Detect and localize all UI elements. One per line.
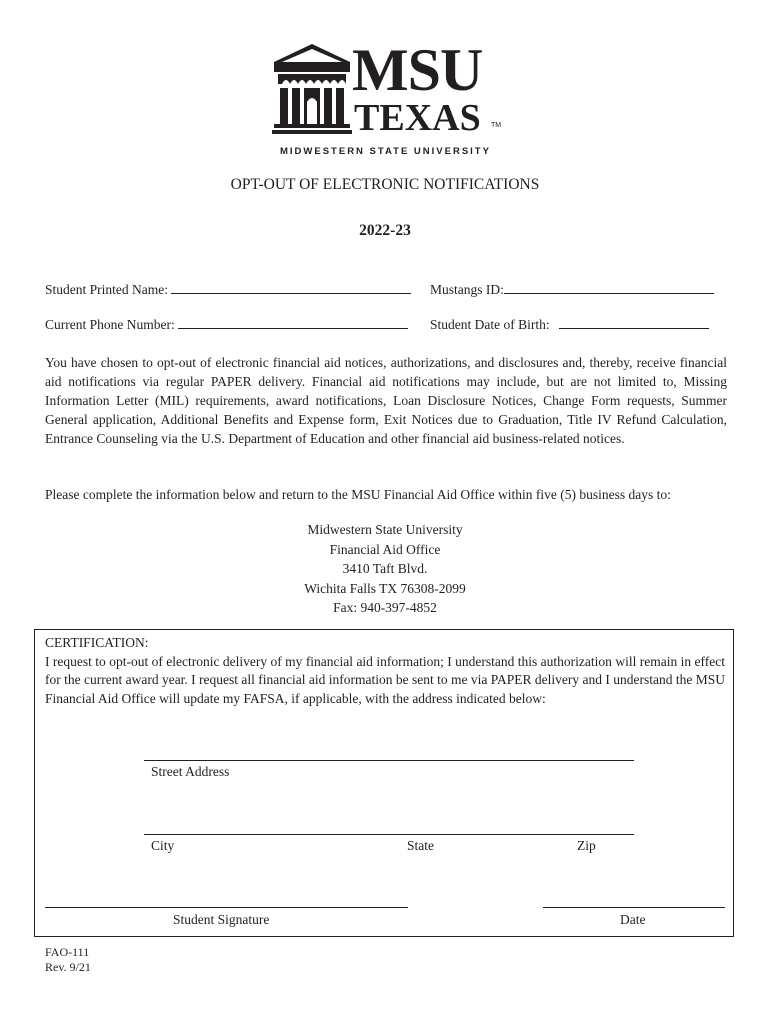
date-label: Date (620, 912, 646, 927)
signature-label: Student Signature (173, 912, 270, 927)
student-name-field (45, 281, 411, 298)
mustangs-id-label: Mustangs ID: (430, 282, 504, 297)
signature-line[interactable] (45, 907, 408, 908)
state-label: State (407, 838, 434, 853)
zip-label: Zip (577, 838, 596, 853)
address-line-2: Financial Aid Office (329, 541, 441, 557)
form-title: OPT-OUT OF ELECTRONIC NOTIFICATIONS (230, 176, 540, 193)
form-footer (45, 945, 91, 975)
phone-label: Current Phone Number: (45, 317, 175, 332)
msu-texas-logo (270, 37, 510, 160)
certification-text-block (45, 634, 725, 708)
logo-university-name: MIDWESTERN STATE UNIVERSITY (280, 146, 491, 157)
mustangs-id-blank[interactable] (504, 281, 714, 294)
fax-line: Fax: 940-397-4852 (333, 600, 437, 615)
street-address-label: Street Address (151, 764, 230, 779)
city-state-zip-line[interactable] (144, 834, 634, 835)
student-name-blank[interactable] (171, 281, 411, 294)
dob-label: Student Date of Birth: (430, 317, 550, 332)
instructions-paragraph: Please complete the information below and return to the MSU Financial Aid Office within five (5) business days to: (45, 487, 671, 502)
form-revision: Rev. 9/21 (45, 960, 91, 974)
city-label: City (151, 838, 175, 853)
mustangs-id-field (430, 281, 714, 298)
mailing-address (0, 520, 770, 618)
street-address-line[interactable] (144, 760, 634, 761)
logo-msu-text: MSU (352, 37, 483, 103)
building-icon (270, 40, 354, 136)
logo-texas-text: TEXAS (354, 97, 481, 139)
intro-paragraph: You have chosen to opt-out of electronic financial aid notices, authorizations, and disclosures and, thereby, receive financial aid notifications via regular PAPER delivery. Financial aid notifications may include, but are not limited to, Missing Information Letter (MIL) requirements, award notifications, Loan Disclosure Notices, Change Form requests, Summer General application, Additional Benefits and Expense form, Exit Notices due to Graduation, Title IV Refund Calculation, Entrance Counseling via the U.S. Department of Education and other financial aid business-related notices. (45, 355, 727, 446)
form-year: 2022-23 (359, 222, 411, 239)
address-line-1: Midwestern State University (307, 522, 463, 537)
form-id: FAO-111 (45, 945, 90, 959)
address-line-3: 3410 Taft Blvd. (342, 561, 428, 576)
dob-field (430, 316, 709, 333)
certification-statement: I request to opt-out of electronic delivery of my financial aid information; I understand this authorization will remain in effect for the current award year. I request all financial aid information be sent to me via PAPER delivery and I understand the MSU Financial Aid Office will update my FAFSA, if applicable, with the address indicated below: (45, 653, 725, 706)
phone-blank[interactable] (178, 316, 408, 329)
certification-box (34, 629, 734, 937)
date-line[interactable] (543, 907, 725, 908)
student-name-label: Student Printed Name: (45, 282, 168, 297)
certification-heading: CERTIFICATION: (45, 635, 149, 650)
logo-trademark: TM (491, 122, 502, 129)
phone-field (45, 316, 408, 333)
address-line-4: Wichita Falls TX 76308-2099 (304, 580, 466, 596)
dob-blank[interactable] (559, 316, 709, 329)
